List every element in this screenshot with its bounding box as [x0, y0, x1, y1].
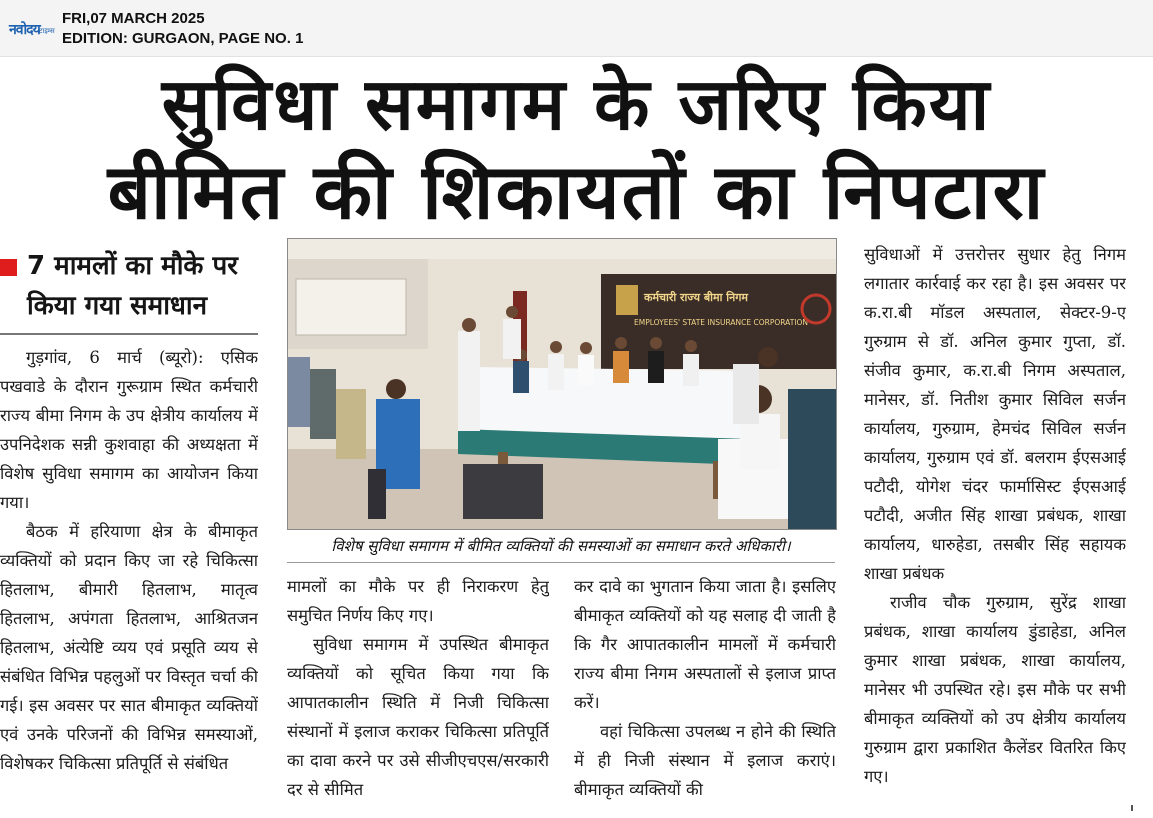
headline-line-2: बीमित की शिकायतों का निपटारा [107, 147, 1046, 236]
paragraph: गुड़गांव, 6 मार्च (ब्यूरो): एसिक पखवाडे के दौरान गुरूग्राम स्थित कर्मचारी राज्य बीमा निगम के उप क्षेत्रीय कार्यालय में उपनिदेशक सन्नी कुशवाहा की अध्यक्षता में विशेष सुविधा समागम का आयोजन किया गया। [0, 348, 258, 512]
paragraph: कर दावे का भुगतान किया जाता है। इसलिए बीमाकृत व्यक्तियों को यह सलाह दी जाती है कि गैर आपातकालीन मामलों में कर्मचारी राज्य बीमा निगम अस्पतालों से इलाज प्राप्त करें। [574, 577, 836, 712]
meeting-photo-illustration [288, 239, 836, 529]
article-column-4 [864, 240, 1126, 802]
edition-info: EDITION: GURGAON, PAGE NO. 1 [62, 30, 304, 47]
article-column-3 [574, 572, 836, 802]
article-column-1 [0, 343, 258, 793]
paragraph: राजीव चौक गुरुग्राम, सुरेंद्र शाखा प्रबंधक, शाखा कार्यालय डुंडाहेडा, अनिल कुमार शाखा प्रबंधक, शाखा कार्यालय, मानेसर भी उपस्थित रहे। इस मौके पर सभी बीमाकृत व्यक्तियों को उप क्षेत्रीय कार्यालय गुरुग्राम द्वारा प्रकाशित कैलेंडर वितरित किए गए। [864, 593, 1126, 786]
top-bar [0, 0, 1153, 57]
subhead-line-1: 7 मामलों का मौके पर [27, 251, 238, 281]
logo-subtext: टाइम्स [39, 27, 55, 35]
paragraph: सुविधा समागम में उपस्थित बीमाकृत व्यक्तियों को सूचित किया गया कि आपातकालीन स्थिति में निजी चिकित्सा संस्थानों में इलाज कराकर चिकित्सा प्रतिपूर्ति का दावा करने पर उसे सीजीएचएस/सरकारी दर से सीमित [287, 635, 549, 799]
photo-caption: विशेष सुविधा समागम में बीमित व्यक्तियों की समस्याओं का समाधान करते अधिकारी। [331, 537, 791, 555]
paragraph: सुविधाओं में उत्तरोत्तर सुधार हेतु निगम लगातार कार्रवाई कर रहा है। इस अवसर पर क.रा.बी मॉडल अस्पताल, सेक्टर-9-ए गुरुग्राम से डॉ. अनिल कुमार गुप्ता, डॉ. संजीव कुमार, क.रा.बी निगम अस्पताल, मानेसर, डॉ. नितीश कुमार सिविल सर्जन कार्यालय, गुरुग्राम, हेमचंद सिविल सर्जन कार्यालय, गुरुग्राम एवं डॉ. बलराम ईएसआई पटौदी, योगेश चंदर फार्मासिस्ट ईएसआई पटौदी, अजीत सिंह शाखा प्रबंधक, शाखा कार्यालय, धारुहेडा, तसबीर सिंह सहायक शाखा प्रबंधक [864, 245, 1126, 583]
headline-line-1: सुविधा समागम के जरिए किया [161, 62, 992, 146]
photo-banner-text-en: EMPLOYEES' STATE INSURANCE CORPORATION [634, 318, 809, 327]
red-square-bullet-icon [0, 259, 17, 276]
paragraph: मामलों का मौके पर ही निराकरण हेतु समुचित निर्णय किए गए। [287, 577, 549, 625]
caption-divider [287, 562, 835, 563]
subhead-line-2: किया गया समाधान [27, 291, 208, 321]
photo-banner-text: कर्मचारी राज्य बीमा निगम [644, 291, 748, 304]
edition-meta [62, 9, 303, 49]
subheadline [0, 246, 260, 336]
paragraph: बैठक में हरियाणा क्षेत्र के बीमाकृत व्यक्तियों को प्रदान किए जा रहे चिकित्सा हितलाभ, बीमारी हितलाभ, मातृत्व हितलाभ, अपंगता हितलाभ, आश्रितजन हितलाभ, अंत्येष्टि व्यय एवं प्रसूति व्यय से संबंधित विभिन्न पहलुओं पर विस्तृत चर्चा की गई। इस अवसर पर सात बीमाकृत व्यक्तियों एवं उनके परिजनों की विभिन्न समस्याओं, विशेषकर चिकित्सा प्रतिपूर्ति से संबंधित [0, 522, 258, 773]
newspaper-logo[interactable] [9, 20, 55, 40]
logo-text: नवोदय [9, 22, 40, 38]
publication-date: FRI,07 MARCH 2025 [62, 10, 205, 27]
page-edge-mark [1131, 805, 1133, 811]
article-photo [287, 238, 837, 530]
paragraph: वहां चिकित्सा उपलब्ध न होने की स्थिति में ही निजी संस्थान में इलाज कराएं। बीमाकृत व्यक्तियों की [574, 722, 836, 799]
subhead-divider [0, 333, 258, 335]
article-column-2 [287, 572, 549, 802]
